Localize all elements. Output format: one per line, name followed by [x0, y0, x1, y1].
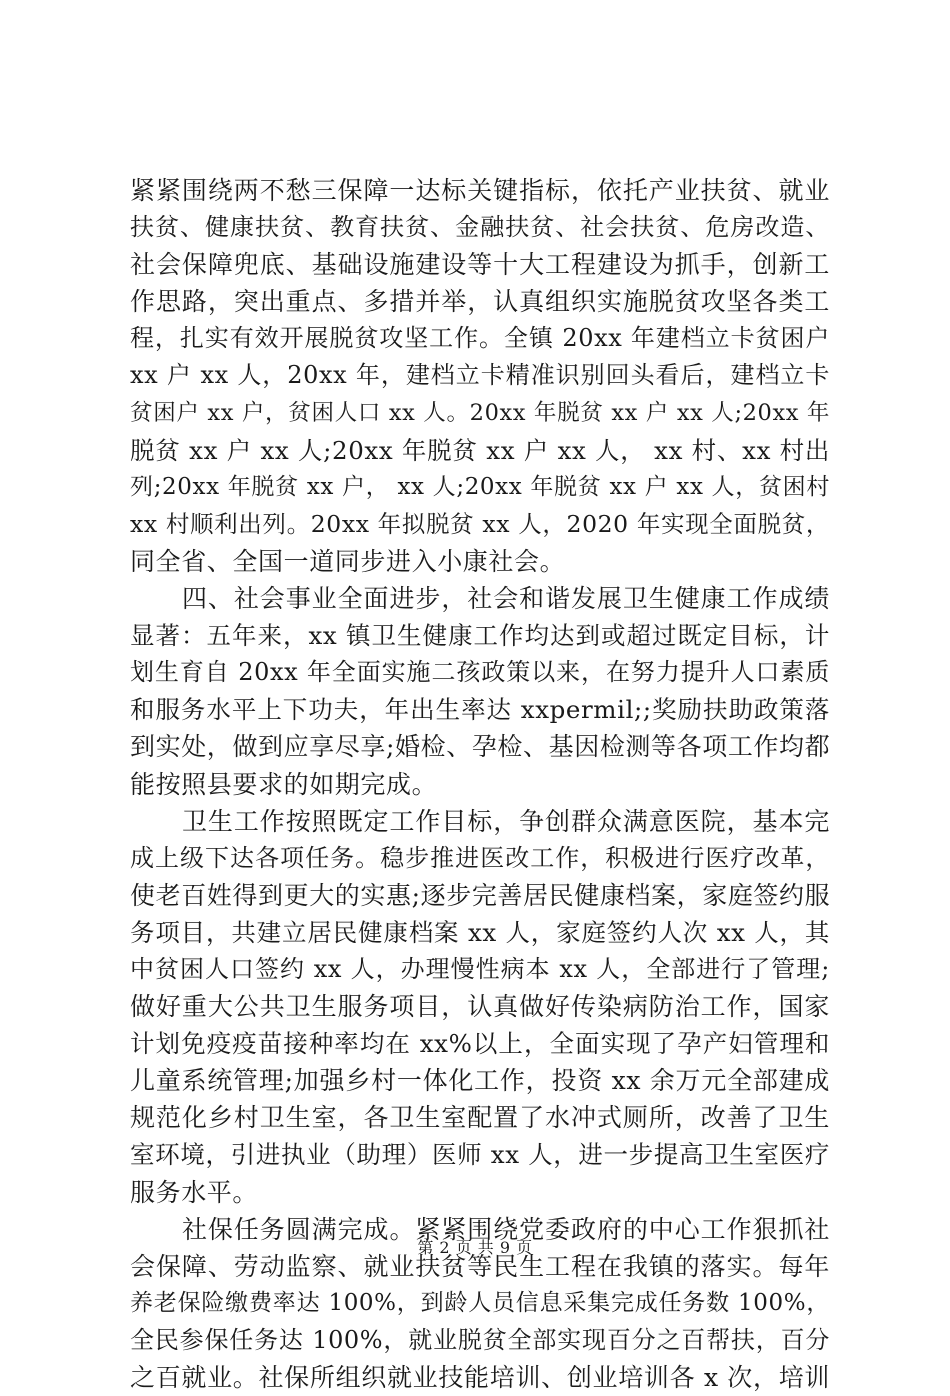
text-line: 显著：五年来，xx 镇卫生健康工作均达到或超过既定目标，计	[130, 621, 830, 651]
page-footer: 第 2 页 共 9 页	[417, 1238, 533, 1257]
text-line: 贫困户 xx 户，贫困人口 xx 人。20xx 年脱贫 xx 户 xx 人;20xx 年	[130, 399, 830, 426]
text-line: 使老百姓得到更大的实惠;逐步完善居民健康档案，家庭签约服	[130, 880, 831, 910]
text-line: 列;20xx 年脱贫 xx 户， xx 人;20xx 年脱贫 xx 户 xx 人，贫困村	[130, 473, 830, 500]
text-line: 同全省、全国一道同步进入小康社会。	[130, 546, 566, 576]
text-line: 做好重大公共卫生服务项目，认真做好传染病防治工作，国家	[130, 992, 830, 1022]
text-line: 和服务水平上下功夫，年出生率达 xxpermil;;奖励扶助政策落	[130, 695, 830, 725]
text-line: 四、社会事业全面进步，社会和谐发展卫生健康工作成绩	[182, 584, 830, 614]
text-line: 服务水平。	[130, 1177, 259, 1207]
text-line: 扶贫、健康扶贫、教育扶贫、金融扶贫、社会扶贫、危房改造、	[130, 213, 830, 242]
text-line: xx 村顺利出列。20xx 年拟脱贫 xx 人，2020 年实现全面脱贫，	[130, 509, 830, 538]
text-line: 卫生工作按照既定工作目标，争创群众满意医院，基本完	[182, 806, 830, 836]
text-line: 能按照县要求的如期完成。	[130, 769, 438, 799]
text-line: 会保障、劳动监察、就业扶贫等民生工程在我镇的落实。每年	[130, 1251, 830, 1281]
text-line: 规范化乡村卫生室，各卫生室配置了水冲式厕所，改善了卫生	[130, 1103, 830, 1133]
text-line: 作思路，突出重点、多措并举，认真组织实施脱贫攻坚各类工	[130, 287, 830, 317]
text-line: 社会保障兜底、基础设施建设等十大工程建设为抓手，创新工	[130, 250, 830, 280]
text-line: 成上级下达各项任务。稳步推进医改工作，积极进行医疗改革，	[130, 843, 830, 872]
text-line: 养老保险缴费率达 100%，到龄人员信息采集完成任务数 100%，	[130, 1289, 830, 1316]
text-line: 中贫困人口签约 xx 人，办理慢性病本 xx 人，全部进行了管理;	[130, 954, 830, 983]
text-line: 之百就业。社保所组织就业技能培训、创业培训各 x 次，培训	[130, 1363, 830, 1392]
text-line: 社保任务圆满完成。紧紧围绕党委政府的中心工作狠抓社	[182, 1214, 830, 1244]
text-line: 儿童系统管理;加强乡村一体化工作，投资 xx 余万元全部建成	[130, 1066, 830, 1096]
text-line: 计划免疫疫苗接种率均在 xx%以上，全面实现了孕产妇管理和	[130, 1029, 830, 1059]
text-line: 划生育自 20xx 年全面实施二孩政策以来，在努力提升人口素质	[130, 658, 830, 687]
text-line: 室环境，引进执业（助理）医师 xx 人，进一步提高卫生室医疗	[130, 1140, 830, 1170]
text-line: 脱贫 xx 户 xx 人;20xx 年脱贫 xx 户 xx 人， xx 村、xx 村出	[130, 435, 830, 465]
text-line: 程，扎实有效开展脱贫攻坚工作。全镇 20xx 年建档立卡贫困户	[130, 324, 830, 353]
document-body	[130, 172, 830, 1396]
text-line: xx 户 xx 人，20xx 年，建档立卡精准识别回头看后，建档立卡	[130, 361, 830, 390]
text-line: 到实处，做到应享尽享;婚检、孕检、基因检测等各项工作均都	[130, 732, 831, 762]
text-line: 务项目，共建立居民健康档案 xx 人，家庭签约人次 xx 人，其	[130, 917, 830, 947]
text-line: 全民参保任务达 100%，就业脱贫全部实现百分之百帮扶，百分	[130, 1325, 830, 1354]
text-line: 紧紧围绕两不愁三保障一达标关键指标，依托产业扶贫、就业	[130, 176, 830, 205]
